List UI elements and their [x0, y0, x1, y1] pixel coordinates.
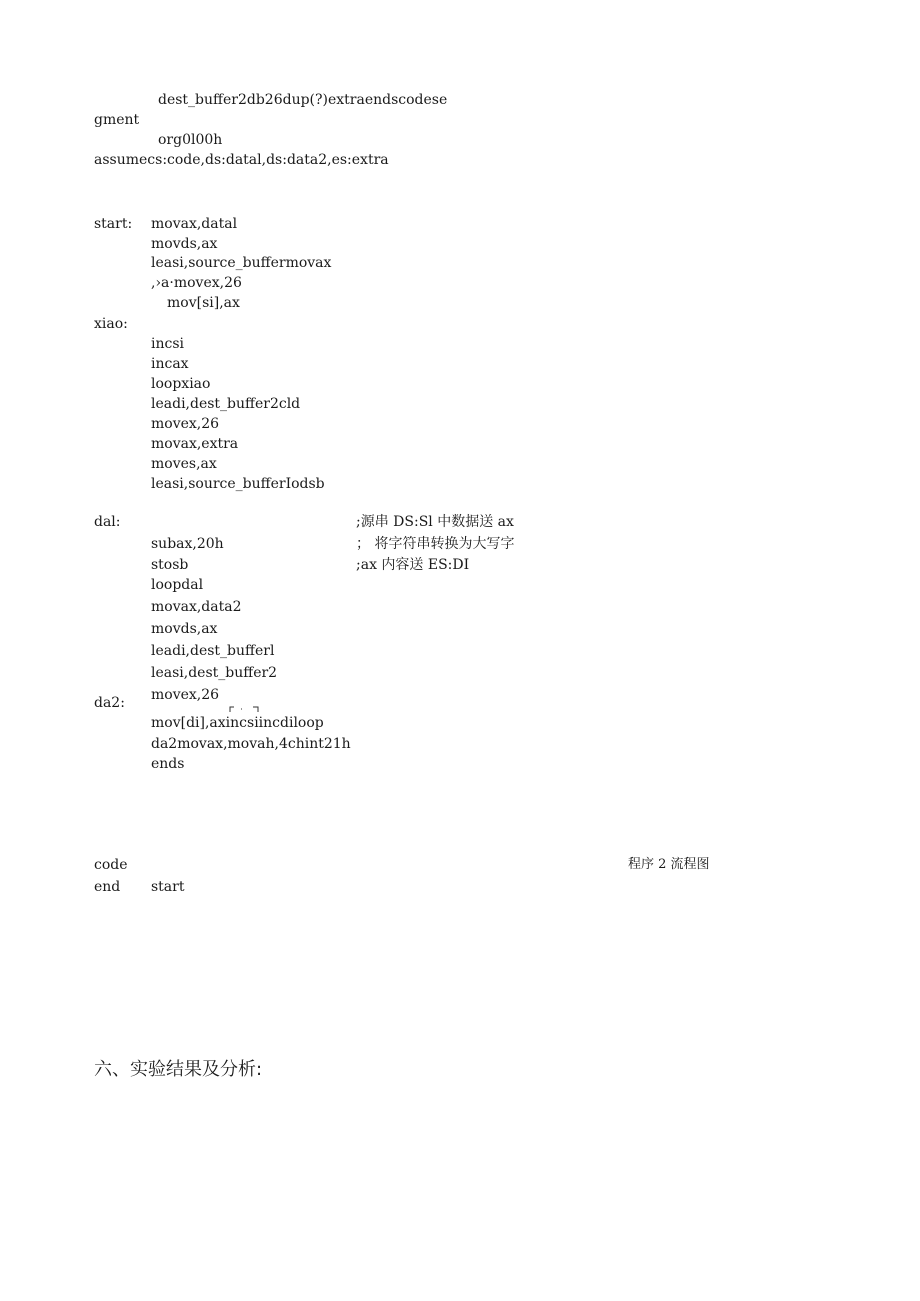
code-line: movax,extra: [151, 436, 239, 452]
code-line: movex,26: [151, 416, 220, 432]
code-line: da2movax,movah,4chint21h: [151, 736, 351, 752]
code-line: movax,data2: [151, 599, 242, 615]
code-line: movax,datal: [151, 216, 238, 232]
code-line: subax,20h: [151, 536, 224, 552]
code-label: da2:: [94, 695, 125, 711]
code-label: xiao:: [94, 316, 128, 332]
figure-caption: 程序 2 流程图: [628, 857, 710, 872]
code-line: gment: [94, 112, 140, 128]
code-line: ends: [151, 756, 185, 772]
scan-mark-icon: [229, 706, 259, 712]
code-label: start:: [94, 216, 133, 232]
code-line: movds,ax: [151, 621, 218, 637]
code-line: movex,26: [151, 687, 220, 703]
code-comment: ;ax 内容送 ES:DI: [356, 557, 470, 573]
code-label: code: [94, 857, 128, 873]
code-line: loopxiao: [151, 376, 211, 392]
code-line: movds,ax: [151, 236, 218, 252]
code-line: org0l00h: [158, 132, 223, 148]
code-line: leadi,dest_buffer2cld: [151, 396, 301, 412]
code-line: leasi,dest_buffer2: [151, 665, 278, 681]
code-comment: ； 将字符串转换为大写字: [356, 536, 515, 552]
section-heading: 六、实验结果及分析:: [94, 1059, 263, 1080]
code-comment: ;源串 DS:Sl 中数据送 ax: [356, 514, 514, 530]
code-line: stosb: [151, 557, 189, 573]
code-line: leasi,source_buffermovax: [151, 255, 332, 271]
code-line: mov[di],axincsiincdiloop: [151, 715, 324, 731]
code-label: dal:: [94, 514, 121, 530]
code-line: loopdal: [151, 577, 204, 593]
code-line: incsi: [151, 336, 184, 352]
code-line: assumecs:code,ds:datal,ds:data2,es:extra: [94, 152, 389, 168]
code-line: dest_buffer2db26dup(?)extraendscodese: [158, 92, 448, 108]
code-line: moves,ax: [151, 456, 217, 472]
code-line: leadi,dest_bufferl: [151, 643, 275, 659]
code-line: incax: [151, 356, 189, 372]
code-line: start: [151, 879, 185, 895]
code-line: mov[si],ax: [167, 295, 240, 311]
code-line: ,›a·movex,26: [151, 275, 242, 291]
code-label: end: [94, 879, 121, 895]
code-line: leasi,source_bufferIodsb: [151, 476, 325, 492]
